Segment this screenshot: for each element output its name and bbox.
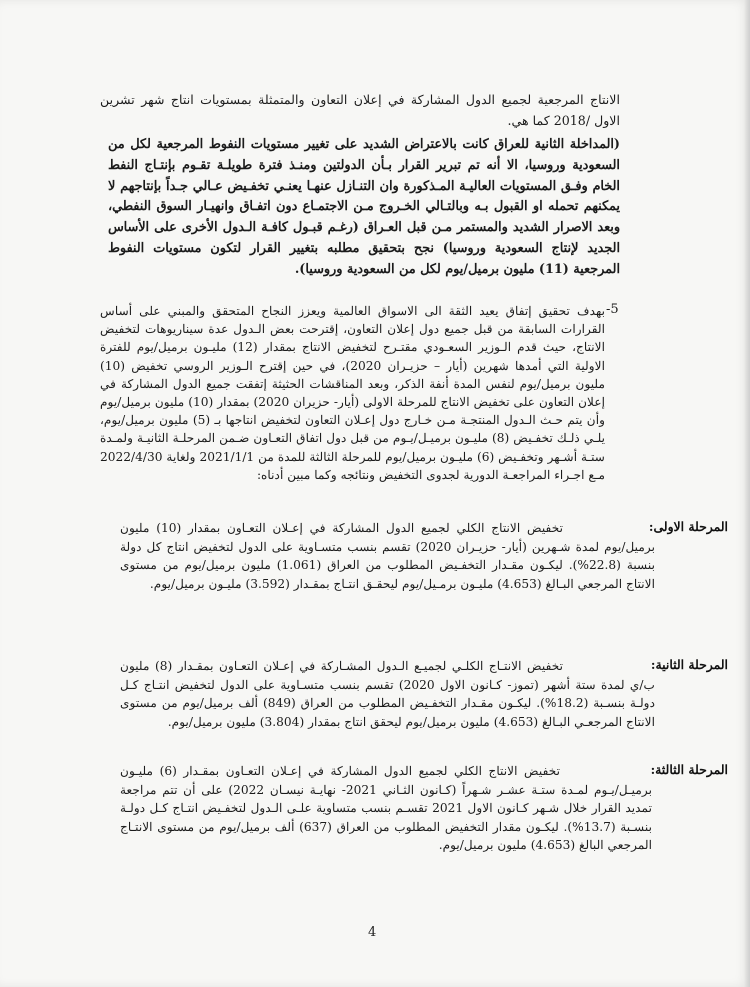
page-edge-shadow — [744, 0, 750, 987]
stage-1-label: المرحلة الاولى: — [648, 519, 728, 534]
stage-1-text: تخفيض الانتاج الكلي لجميع الدول المشاركة في إعـلان التعـاون بمقدار (10) مليون برميل/يوم لمدة شـهرين (أيار- حزيـران 2020) تقسم بنسب متسـاوية على الدول لتخفيض انتاج كل دولة بنسبة (22.8%). ليكـون مقـدار التخفـيض المطلوب من العراق (1.061) مليون برميل/يوم من مستوى الانتاج المرجعي البـالغ (4.653) مليـون برمـيل/يوم ليحقـق انتـاج بمقـدار (3.592) مليـون برميل/يوم. — [120, 521, 656, 591]
item-5-paragraph: بهدف تحقيق إتفاق يعيد الثقة الى الاسواق العالمية ويعزز النجاح المتحقق والمبني على أساس القرارات السابقة من قبل جميع دول إعلان التعاون، إقترحت بعض الـدول عدة سيناريوهات لتخفيض الانتاج، حيث قدم الـوزير السعـودي مقتـرح لتخفيض الانتاج بمقدار (12) مليـون برميل/يوم للفترة الاولية التي أمدها شهرين (أيار – حزيـران 2020)، في حين إقترح الـوزير الروسي تخفيض (10) مليون برميل/يوم لنفس المدة أنفة الذكر، وبعد المناقشات الحثيثة إتفقت جميع الدول المشاركة في إعلان التعاون على تخفيض الانتاج للمرحلة الاولى (أيار- حزيران 2020) بمقدار (10) مليون برميل/يوم وأن يتم حـث الـدول المنتجـة مـن خـارج دول إعـلان التعاون لتخفيض انتاجها بـ (5) مليون برميل/يوم، يلـي ذلـك تخفـيض (8) مليـون برميـل/يـوم من قبل دول اتفاق التعـاون ضـمن المرحلـة الثانيـة ولمـدة ستـة أشـهر وتخفـيض (6) مليـون برميل/يوم للمرحلة الثالثة للمدة من 2021/1/1 ولغاية 2022/4/30 مـع اجـراء المراجعـة الدورية لجدوى التخفيض ونتائجه وكما مبين أدناه: — [100, 304, 606, 482]
item-number: -5 — [606, 302, 619, 317]
intro-paragraph: الانتاج المرجعية لجميع الدول المشاركة في إعلان التعاون والمتمثلة بمستويات انتاج شهر تشرين الاول /2018 كما هي. — [100, 92, 620, 128]
stage-2-text: تخفيض الانتـاج الكلـي لجميـع الـدول المشـاركة في إعـلان التعـاون بمقـدار (8) مليون ب/ي لمدة ستة أشهر (تموز- كـانون الاول 2020) تقسم بنسب متسـاوية على الدول لتخفيض انتـاج كـل دولـة بنسـبة (18.2%). ليكـون مقـدار التخفـيض المطلوب من العراق (849) ألف برميل/يوم من مستوى الانتاج المرجعـي البـالغ (4.653) مليون برميل/يوم ليحقق انتاج بمقدار (3.804) مليون برميل/يوم. — [120, 659, 655, 729]
stage-3-text: تخفيض الانتاج الكلي لجميع الدول المشاركة في إعـلان التعـاون بمقـدار (6) مليـون برميـل/يـوم لمـدة ستـة عشـر شـهراً (كـانون الثـاني 2021- نهايـة نيسـان 2022) على أن تتم مراجعة تمديد القرار خلال شـهر كـانون الاول 2021 تقسـم بنسب متساوية علـى الـدول لتخفـيض انتـاج كـل دولـة بنسـبة (13.7%). ليكـون مقدار التخفيض المطلوب من العراق (637) ألف برميل/يوم من مستوى الانتـاج المرجعي البالغ (4.653) مليون برميل/يوم. — [120, 764, 652, 853]
stage-2-label: المرحلة الثانية: — [650, 657, 728, 672]
stage-3-label: المرحلة الثالثة: — [650, 762, 728, 777]
page-number: 4 — [368, 925, 377, 940]
iraq-intervention-paragraph: (المداخلة الثانية للعراق كانت بالاعتراض الشديد على تغيير مستويات النفوط المرجعية لكل من السعودية وروسيا، الا أنه تم تبرير القرار بـأن الدولتين ومنـذ فترة طويلـة تقـوم بإنتـاج النفط الخام وفـق المستويات العاليـة المـذكورة وان التنـازل عنهـا يعنـي تخفـيض عـالي جـداً بإنتاجهم لا يمكنهم تحمله او القبول بـه وبالتـالي الخـروج مـن الاجتمـاع دون اتفـاق وانهيـار السوق النفطي، وبعد الاصرار الشديد والمستمر مـن قبل العـراق (رغـم قبـول كافـة الـدول الأخرى على الأساس الجديد لإنتاج السعودية وروسيا) نجح بتحقيق مطلبه بتغيير القرار لتكون مستويات النفوط المرجعية (11) مليون برميل/يوم لكل من السعودية وروسيا). — [108, 137, 620, 277]
